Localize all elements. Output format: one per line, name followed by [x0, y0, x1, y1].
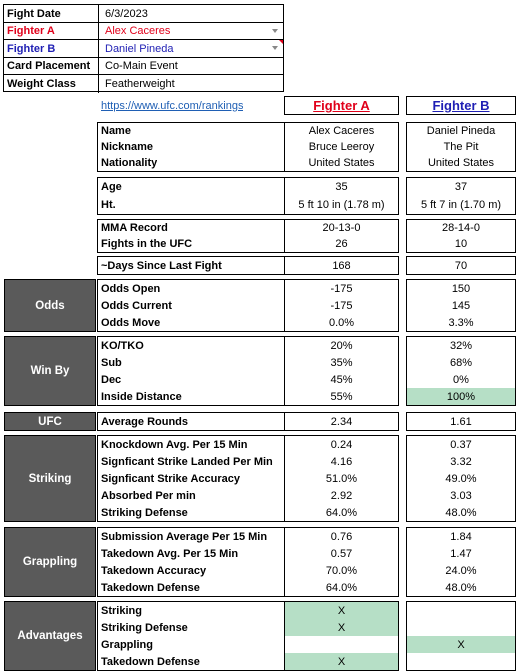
physical-row-label: Ht.: [101, 199, 116, 211]
physical-fighter-b-value[interactable]: 5 ft 7 in (1.70 m): [420, 199, 502, 211]
days-row-label: ~Days Since Last Fight: [101, 259, 222, 272]
winby-fighter-b-value[interactable]: 100%: [446, 390, 476, 403]
winby-fighter-a-value[interactable]: 45%: [330, 373, 353, 386]
profile-row-label: Nickname: [101, 141, 153, 153]
info-row-fight-date: [4, 5, 283, 23]
grappling-fighter-a-value[interactable]: 0.76: [330, 530, 353, 543]
record-fighter-b-value[interactable]: 10: [454, 238, 468, 250]
advantages-fighter-a-value[interactable]: [284, 636, 399, 653]
striking-fighter-b-value[interactable]: 48.0%: [445, 506, 477, 519]
advantages-section-label: Advantages: [4, 601, 96, 671]
days-fighter-b-value[interactable]: 70: [454, 259, 468, 272]
rankings-link[interactable]: https://www.ufc.com/rankings: [101, 100, 244, 112]
grappling-fighter-a-value[interactable]: 0.57: [330, 547, 353, 560]
ufc-fighter-b-value[interactable]: 1.61: [450, 415, 472, 428]
info-row-fighter-b: [4, 40, 283, 58]
winby-row-label: Inside Distance: [101, 390, 182, 403]
winby-fighter-a-value[interactable]: 20%: [330, 339, 353, 352]
winby-row-label: Dec: [101, 373, 122, 386]
fighter-b-header: Fighter B: [406, 96, 516, 115]
chevron-down-icon[interactable]: [272, 29, 278, 33]
striking-row-label: Signficant Strike Landed Per Min: [101, 455, 273, 468]
profile-fighter-a-value[interactable]: Alex Caceres: [308, 125, 375, 137]
winby-row-label: Sub: [101, 356, 122, 369]
striking-fighter-a-value[interactable]: 64.0%: [325, 506, 358, 519]
info-label: Card Placement: [7, 60, 91, 72]
record-fighter-b-value[interactable]: 28-14-0: [442, 222, 480, 234]
striking-fighter-a-value[interactable]: 0.24: [330, 438, 353, 451]
odds-fighter-b-value[interactable]: 3.3%: [448, 316, 474, 329]
grappling-fighter-b-value[interactable]: 1.84: [450, 530, 472, 543]
odds-fighter-a-value[interactable]: -175: [330, 282, 353, 295]
odds-fighter-a-value[interactable]: -175: [330, 299, 353, 312]
advantages-fighter-a-value[interactable]: X: [337, 604, 346, 617]
grappling-fighter-b-value[interactable]: 24.0%: [445, 564, 477, 577]
profile-fighter-b-value[interactable]: The Pit: [443, 141, 479, 153]
striking-fighter-b-value[interactable]: 3.32: [450, 455, 472, 468]
striking-row-label: Signficant Strike Accuracy: [101, 472, 240, 485]
ufc-section-label: UFC: [4, 412, 96, 431]
advantages-fighter-b-value[interactable]: X: [457, 638, 465, 651]
profile-row-label: Nationality: [101, 157, 158, 169]
advantages-row-label: Takedown Defense: [101, 655, 200, 668]
weight-class-value[interactable]: Featherweight: [105, 77, 175, 90]
odds-fighter-b-value[interactable]: 145: [451, 299, 471, 312]
odds-fighter-a-value[interactable]: 0.0%: [328, 316, 355, 329]
grappling-row-label: Takedown Accuracy: [101, 564, 207, 577]
grappling-fighter-a-value[interactable]: 70.0%: [325, 564, 358, 577]
ufc-fighter-a-value[interactable]: 2.34: [330, 415, 353, 428]
fight-info-table: [3, 4, 284, 92]
grappling-section-label: Grappling: [4, 527, 96, 597]
fight-date-value[interactable]: 6/3/2023: [105, 7, 148, 20]
chevron-down-icon[interactable]: [272, 46, 278, 50]
fighter-a-select[interactable]: Alex Caceres: [105, 25, 171, 37]
advantages-row-label: Striking Defense: [101, 621, 188, 634]
striking-fighter-a-value[interactable]: 2.92: [330, 489, 353, 502]
grappling-row-label: Takedown Defense: [101, 581, 200, 594]
physical-fighter-b-value[interactable]: 37: [454, 181, 468, 193]
info-row-fighter-a: [4, 23, 283, 41]
odds-row-label: Odds Move: [101, 316, 161, 329]
advantages-row-label: Striking: [101, 604, 142, 617]
striking-fighter-b-value[interactable]: 49.0%: [445, 472, 477, 485]
profile-fighter-a-value[interactable]: Bruce Leeroy: [308, 141, 375, 153]
advantages-fighter-b-value[interactable]: [406, 653, 516, 670]
record-row-label: MMA Record: [101, 222, 168, 234]
odds-row-label: Odds Current: [101, 299, 172, 312]
winby-fighter-b-value[interactable]: 68%: [449, 356, 473, 369]
info-row-card-placement: [4, 58, 283, 76]
advantages-row-label: Grappling: [101, 638, 153, 651]
fighter-a-header: Fighter A: [284, 96, 399, 115]
profile-fighter-a-value[interactable]: United States: [308, 157, 375, 169]
info-label: Fighter B: [7, 42, 56, 55]
winby-fighter-b-value[interactable]: 32%: [449, 339, 473, 352]
comment-indicator-icon: [279, 40, 283, 44]
striking-row-label: Knockdown Avg. Per 15 Min: [101, 438, 248, 451]
striking-fighter-a-value[interactable]: 51.0%: [325, 472, 358, 485]
days-fighter-a-value[interactable]: 168: [332, 259, 351, 272]
advantages-fighter-a-value[interactable]: X: [337, 655, 346, 668]
profile-row-label: Name: [101, 125, 131, 137]
fighter-b-select[interactable]: Daniel Pineda: [105, 42, 174, 55]
striking-row-label: Striking Defense: [101, 506, 188, 519]
info-label: Weight Class: [7, 77, 76, 90]
profile-fighter-b-value[interactable]: Daniel Pineda: [426, 125, 496, 137]
grappling-fighter-b-value[interactable]: 1.47: [450, 547, 472, 560]
grappling-row-label: Submission Average Per 15 Min: [101, 530, 268, 543]
physical-fighter-a-value[interactable]: 5 ft 10 in (1.78 m): [298, 199, 385, 211]
advantages-fighter-a-value[interactable]: X: [337, 621, 346, 634]
ufc-row-label: Average Rounds: [101, 415, 189, 428]
winby-section-label: Win By: [4, 336, 96, 406]
grappling-fighter-b-value[interactable]: 48.0%: [445, 581, 477, 594]
striking-section-label: Striking: [4, 435, 96, 522]
odds-section-label: Odds: [4, 279, 96, 332]
grappling-fighter-a-value[interactable]: 64.0%: [325, 581, 358, 594]
winby-fighter-a-value[interactable]: 35%: [330, 356, 353, 369]
record-fighter-a-value[interactable]: 20-13-0: [322, 222, 361, 234]
striking-fighter-b-value[interactable]: 3.03: [450, 489, 472, 502]
grappling-row-label: Takedown Avg. Per 15 Min: [101, 547, 239, 560]
striking-fighter-a-value[interactable]: 4.16: [330, 455, 353, 468]
striking-fighter-b-value[interactable]: 0.37: [450, 438, 472, 451]
info-label: Fight Date: [7, 7, 61, 20]
record-row-label: Fights in the UFC: [101, 238, 193, 250]
card-placement-value[interactable]: Co-Main Event: [105, 60, 178, 72]
winby-fighter-a-value[interactable]: 55%: [330, 390, 353, 403]
record-fighter-a-value[interactable]: 26: [335, 238, 348, 250]
info-row-weight-class: [4, 75, 283, 93]
physical-label-box: [97, 177, 285, 215]
winby-row-label: KO/TKO: [101, 339, 144, 352]
advantages-fighter-b-value[interactable]: [406, 602, 516, 619]
striking-row-label: Absorbed Per min: [101, 489, 196, 502]
advantages-fighter-b-value[interactable]: [406, 619, 516, 636]
winby-fighter-b-value[interactable]: 0%: [453, 373, 469, 386]
profile-fighter-b-value[interactable]: United States: [427, 157, 495, 169]
odds-fighter-b-value[interactable]: 150: [451, 282, 471, 295]
physical-fighter-a-value[interactable]: 35: [335, 181, 348, 193]
odds-row-label: Odds Open: [101, 282, 161, 295]
info-label: Fighter A: [7, 25, 55, 37]
physical-row-label: Age: [101, 181, 122, 193]
